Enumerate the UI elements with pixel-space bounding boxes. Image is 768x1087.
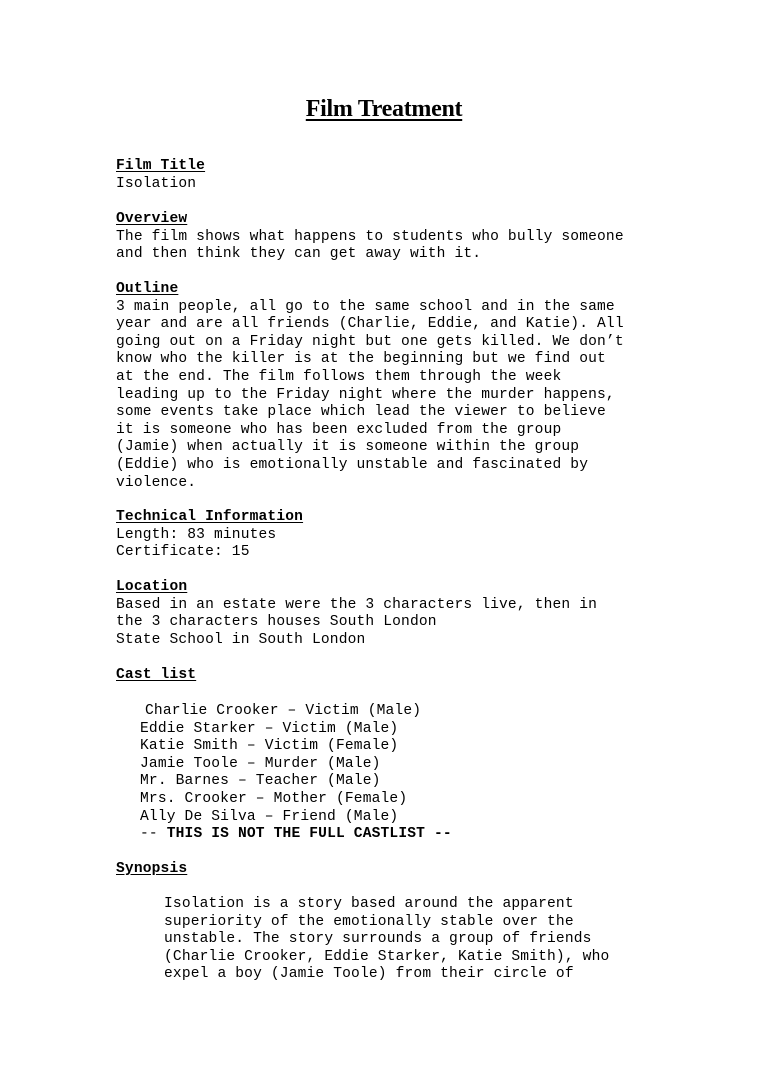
location-heading: Location	[116, 579, 188, 595]
outline-line: at the end. The film follows them through the week	[116, 368, 562, 385]
film-title-value: Isolation	[116, 175, 197, 192]
outline-line: some events take place which lead the viewer to believe	[116, 404, 606, 421]
cast-member: Charlie Crooker – Victim (Male)	[145, 703, 422, 719]
cast-member: Eddie Starker – Victim (Male)	[140, 720, 399, 737]
outline-line: violence.	[116, 474, 197, 491]
cast-member: Katie Smith – Victim (Female)	[140, 738, 399, 755]
outline-line: (Jamie) when actually it is someone within the group	[116, 439, 580, 456]
outline-heading: Outline	[116, 281, 179, 297]
section-overview	[116, 211, 676, 264]
location-line: Based in an estate were the 3 characters live, then in	[116, 596, 598, 613]
cast-note-prefix: --	[140, 826, 167, 843]
outline-line: it is someone who has been excluded from the group	[116, 421, 562, 438]
synopsis-line: expel a boy (Jamie Toole) from their circle of	[164, 966, 574, 983]
cast-list	[140, 703, 452, 844]
section-synopsis	[116, 861, 676, 879]
location-line: the 3 characters houses South London	[116, 614, 437, 631]
overview-line: and then think they can get away with it.	[116, 246, 482, 263]
cast-member: Ally De Silva – Friend (Male)	[140, 808, 399, 825]
cast-member: Mr. Barnes – Teacher (Male)	[140, 773, 381, 790]
outline-line: year and are all friends (Charlie, Eddie, and Katie). All	[116, 316, 624, 333]
cast-heading: Cast list	[116, 667, 197, 683]
cast-note	[140, 826, 452, 844]
overview-line: The film shows what happens to students who bully someone	[116, 228, 624, 245]
outline-line: (Eddie) who is emotionally unstable and fascinated by	[116, 456, 589, 473]
synopsis-body	[164, 896, 609, 984]
technical-line: Certificate: 15	[116, 544, 250, 561]
outline-line: know who the killer is at the beginning but we find out	[116, 351, 606, 368]
section-film-title	[116, 158, 676, 193]
synopsis-line: Isolation is a story based around the apparent	[164, 896, 574, 912]
section-outline	[116, 281, 676, 492]
overview-heading: Overview	[116, 211, 188, 227]
section-location	[116, 579, 676, 649]
outline-line: going out on a Friday night but one gets killed. We don’t	[116, 333, 624, 350]
synopsis-heading: Synopsis	[116, 861, 188, 877]
cast-member: Mrs. Crooker – Mother (Female)	[140, 790, 408, 807]
location-line: State School in South London	[116, 631, 366, 648]
document-title: Film Treatment	[305, 96, 463, 122]
film-title-heading: Film Title	[116, 158, 206, 174]
section-cast-list	[116, 667, 676, 685]
cast-member: Jamie Toole – Murder (Male)	[140, 755, 381, 772]
outline-line: 3 main people, all go to the same school and in the same	[116, 298, 615, 315]
section-technical-information	[116, 509, 676, 562]
cast-note-bold: THIS IS NOT THE FULL CASTLIST --	[166, 826, 452, 843]
technical-heading: Technical Information	[116, 509, 304, 525]
technical-line: Length: 83 minutes	[116, 526, 277, 543]
synopsis-line: (Charlie Crooker, Eddie Starker, Katie Smith), who	[164, 948, 610, 965]
outline-line: leading up to the Friday night where the murder happens,	[116, 386, 615, 403]
synopsis-line: superiority of the emotionally stable over the	[164, 913, 574, 930]
synopsis-line: unstable. The story surrounds a group of friends	[164, 931, 592, 948]
